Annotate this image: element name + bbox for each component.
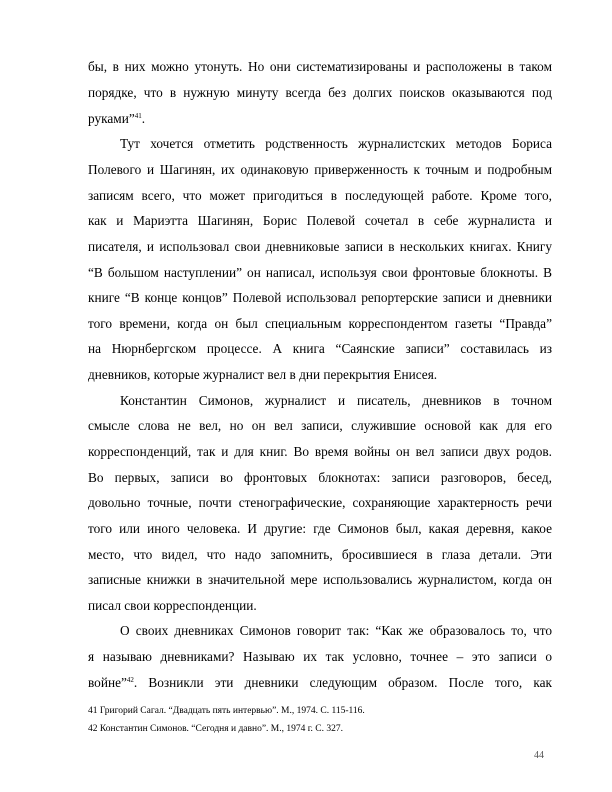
body-line-text: руками” — [88, 111, 135, 126]
body-line: я называю дневниками? Называю их так условно, точнее – это записи о — [88, 649, 552, 664]
footnote-ref: 42 — [126, 676, 134, 684]
body-line-text: войне” — [88, 675, 127, 690]
body-line: писал свои корреспонденции. — [88, 598, 257, 613]
body-line: место, что видел, что надо запомнить, бросившиеся в глаза детали. Эти — [88, 547, 552, 562]
body-line-text: . Возникли эти дневники следующим образом. После того, как — [133, 675, 552, 690]
body-line: порядке, что в нужную минуту всегда без долгих поисков оказываются под — [88, 85, 552, 100]
body-line: смысле слова не вел, но он вел записи, служившие основой как для его — [88, 418, 552, 433]
footnote: 41 Григорий Сагал. “Двадцать пять интервью”. М., 1974. С. 115-116. — [88, 706, 365, 716]
body-line: довольно точные, почти стенографические, сохраняющие характерность речи — [88, 495, 552, 510]
body-line: записные книжки в значительной мере использовались журналистом, когда он — [88, 572, 552, 587]
page-number: 44 — [534, 750, 544, 761]
body-line — [88, 111, 552, 127]
body-line: того времени, когда он был специальным корреспондентом газеты “Правда” — [88, 316, 552, 331]
body-line: на Нюрнбергском процессе. А книга “Саянские записи” составилась из — [88, 341, 552, 356]
body-line: дневников, которые журналист вел в дни перекрытия Енисея. — [88, 367, 438, 382]
body-line: как и Мариэтта Шагинян, Борис Полевой сочетал в себе журналиста и — [88, 213, 552, 228]
body-line-text: . — [141, 111, 146, 126]
body-line: корреспонденций, так и для книг. Во время войны он вел записи двух родов. — [88, 444, 552, 459]
body-line: писателя, и использовал свои дневниковые записи в нескольких книгах. Книгу — [88, 239, 552, 254]
body-line: бы, в них можно утонуть. Но они систематизированы и расположены в таком — [88, 59, 552, 74]
body-line: О своих дневниках Симонов говорит так: “Как же образовалось то, что — [120, 623, 552, 638]
body-line: записям всего, что может пригодиться в последующей работе. Кроме того, — [88, 188, 552, 203]
body-line: “В большом наступлении” он написал, используя свои фронтовые блокноты. В — [88, 265, 552, 280]
body-line: Во первых, записи во фронтовых блокнотах: записи разговоров, бесед, — [88, 470, 552, 485]
body-line — [88, 675, 552, 691]
footnote: 42 Константин Симонов. “Сегодня и давно”. М., 1974 г. С. 327. — [88, 724, 344, 734]
body-line: книге “В конце концов” Полевой использовал репортерские записи и дневники — [88, 290, 552, 305]
body-line: того или иного человека. И другие: где Симонов был, какая деревня, какое — [88, 521, 552, 536]
body-line: Тут хочется отметить родственность журналистских методов Бориса — [120, 136, 552, 151]
body-line: Константин Симонов, журналист и писатель, дневников в точном — [120, 393, 552, 408]
footnote-ref: 41 — [134, 112, 142, 120]
body-line: Полевого и Шагинян, их одинаковую приверженность к точным и подробным — [88, 162, 552, 177]
